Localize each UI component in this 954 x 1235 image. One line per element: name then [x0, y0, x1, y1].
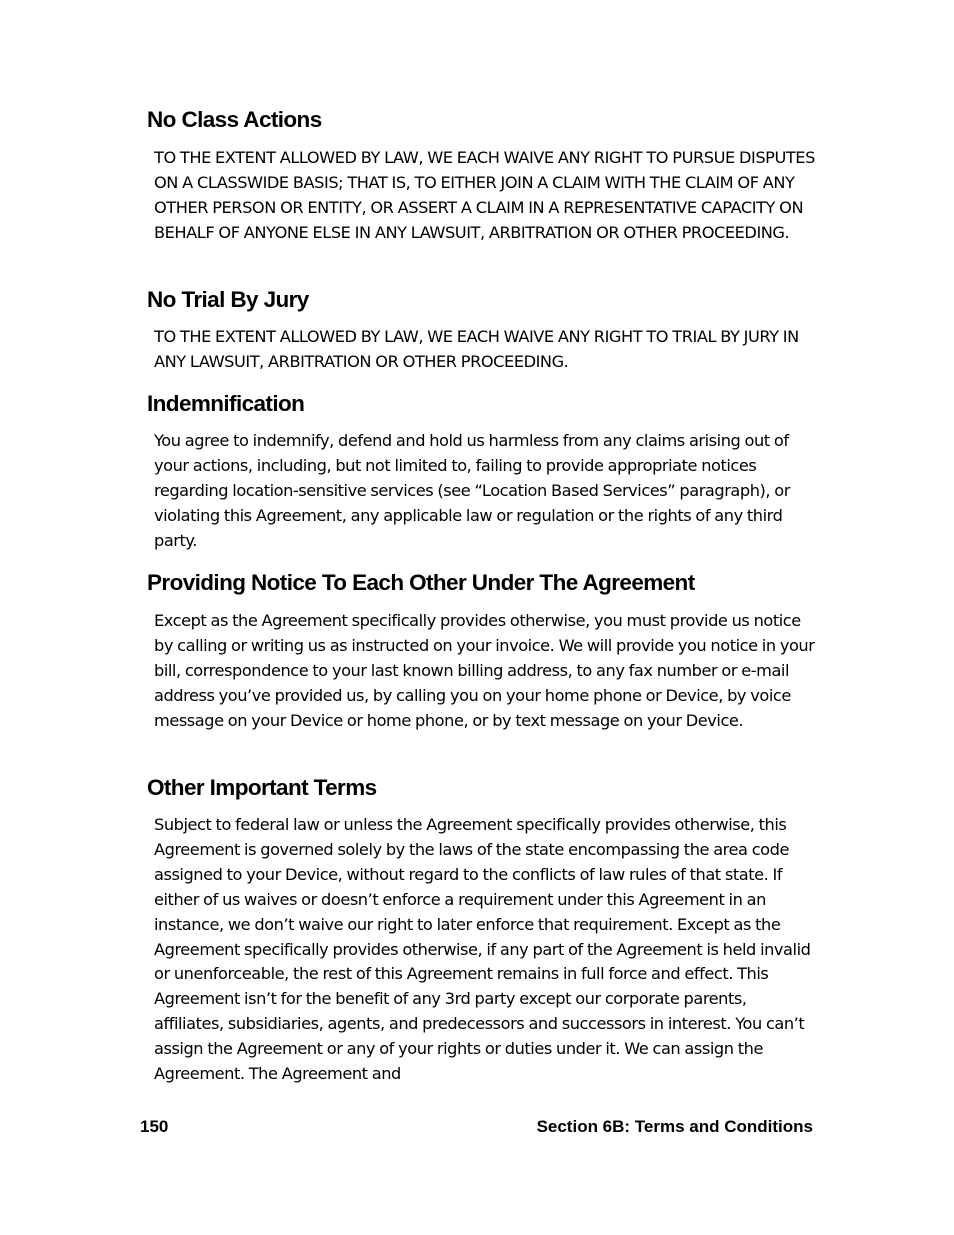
heading-providing-notice: Providing Notice To Each Other Under The Agreement — [147, 570, 695, 595]
body-providing-notice: Except as the Agreement specifically provides otherwise, you must provide us notice by calling or writing us as instructed on your invoice. We will provide you notice in your bill, correspondence to your last known billing address, to any fax number or e-mail address you’ve provided us, by calling you on your home phone or Device, by voice message on your Device or home phone, or by text message on your Device. — [154, 611, 815, 730]
page-number: 150 — [140, 1117, 169, 1136]
heading-indemnification: Indemnification — [147, 391, 305, 416]
heading-other-important-terms: Other Important Terms — [147, 775, 377, 800]
body-other-important-terms: Subject to federal law or unless the Agreement specifically provides otherwise, this Agreement is governed solely by the laws of the state encompassing the area code assigned to your Device, without regard to the conflicts of law rules of that state. If either of us waives or doesn’t enforce a requirement under this Agreement in an instance, we don’t waive our right to later enforce that requirement. Except as the Agreement specifically provides otherwise, if any part of the Agreement is held invalid or unenforceable, the rest of this Agreement remains in full force and effect. This Agreement isn’t for the benefit of any 3rd party except our corporate parents, affiliates, subsidiaries, agents, and predecessors and successors in interest. You can’t assign the Agreement or any of your rights or duties under it. We can assign the Agreement. The Agreement and — [154, 815, 811, 1084]
body-no-class-actions: TO THE EXTENT ALLOWED BY LAW, WE EACH WAIVE ANY RIGHT TO PURSUE DISPUTES ON A CLASSWIDE BASIS; THAT IS, TO EITHER JOIN A CLAIM WITH THE CLAIM OF ANY OTHER PERSON OR ENTITY, OR ASSERT A CLAIM IN A REPRESENTATIVE CAPACITY ON BEHALF OF ANYONE ELSE IN ANY LAWSUIT, ARBITRATION OR OTHER PROCEEDING. — [154, 148, 815, 242]
heading-no-class-actions: No Class Actions — [147, 107, 322, 132]
body-indemnification: You agree to indemnify, defend and hold us harmless from any claims arising out of your actions, including, but not limited to, failing to provide appropriate notices regarding location-sensitive services (see “Location Based Services” paragraph), or violating this Agreement, any applicable law or regulation or the rights of any third party. — [154, 431, 790, 550]
body-no-trial-by-jury: TO THE EXTENT ALLOWED BY LAW, WE EACH WAIVE ANY RIGHT TO TRIAL BY JURY IN ANY LAWSUIT, ARBITRATION OR OTHER PROCEEDING. — [154, 327, 799, 371]
heading-no-trial-by-jury: No Trial By Jury — [147, 287, 309, 312]
footer-section-title: Section 6B: Terms and Conditions — [536, 1117, 813, 1136]
